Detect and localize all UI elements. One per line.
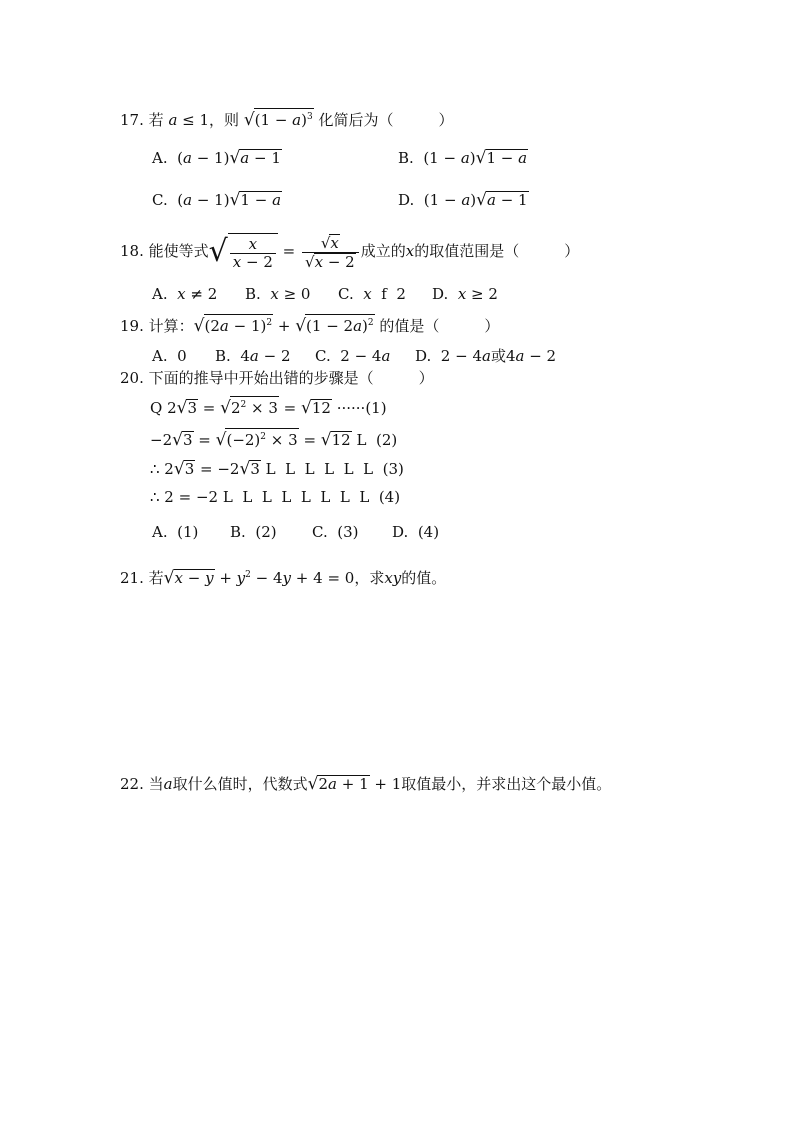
option-letter: D. [415,347,432,365]
option-a[interactable] [152,522,198,542]
option-letter: D. [392,523,409,541]
question-suffix: 成立的 [360,242,406,260]
step-2: $-2√3 = √(-2)^2 \times 3 = √12$ L (2) [150,430,398,450]
option-text: (4) [417,523,440,541]
condition: a [168,111,178,129]
question-22 [120,774,611,794]
option-letter: B. [215,347,231,365]
option-a[interactable]: A. x ≠ 2 [152,285,218,303]
question-suffix: 的值是（ ） [379,317,500,335]
question-suffix-2: 的取值范围是（ ） [414,242,580,260]
option-c[interactable]: C. x f 2 [338,285,406,303]
question-mid: 取什么值时，代数式 [172,775,308,793]
variable: x [405,242,415,260]
option-letter: A. [152,285,168,303]
radical-expression: $√(1 - a)^3$ [243,110,313,130]
equation: √ $\frac{x}{x - 2}$ = $\frac{√x}{√x - 2}$ [209,242,361,260]
option-a[interactable]: A. (a − 1)√a − 1 [152,148,281,168]
option-text: (1) [177,523,199,541]
variable: xy [384,569,402,587]
option-c[interactable]: C. 2 − 4a [315,347,391,365]
option-letter: C. [152,191,168,209]
option-text: (2) [255,523,277,541]
question-19 [120,314,499,336]
option-text: (3) [337,523,359,541]
question-number: 20. [120,369,144,387]
option-d[interactable]: D. (1 − a)√a − 1 [398,190,528,210]
option-letter: D. [432,285,449,303]
option-c[interactable]: C. (a − 1)√1 − a [152,190,282,210]
option-letter: D. [398,191,415,209]
option-a[interactable]: A. 0 [152,347,187,365]
expression: √2a + 1 + 1 [307,774,402,794]
question-prefix: 若 [148,111,164,129]
question-number: 22. [120,775,144,793]
question-suffix: 取值最小，并求出这个最小值。 [401,775,612,793]
equation: $√x - y + y^2 - 4y + 4 = 0$ [163,568,355,588]
question-prefix: 能使等式 [148,242,209,260]
option-d[interactable]: D. x ≥ 2 [432,285,498,303]
option-letter: C. [315,347,331,365]
option-d[interactable] [392,522,439,542]
question-prefix: 当 [148,775,164,793]
option-letter: A. [152,523,168,541]
step-3: ∴ 2√3 = −2√3 L L L L L L (3) [150,459,404,479]
question-18 [120,232,579,272]
step-1: Q $2√3 = √2^2 \times 3 = √12 \cdot\cdot\cdot\cdot\cdot\cdot(1)$ [150,398,387,418]
question-number: 18. [120,242,144,260]
variable: a [163,775,173,793]
question-number: 21. [120,569,144,587]
question-suffix: 化简后为（ ） [318,111,454,129]
question-stem: 下面的推导中开始出错的步骤是（ ） [148,369,434,387]
question-suffix-2: 的值。 [401,569,447,587]
radical-expression: $√(2a - 1)^2 + √(1 - 2a)^2$ [193,316,374,336]
question-17: 17. 若 a ≤ 1，则 $√(1 - a)^3$ 化简后为（ ） [120,110,454,130]
question-number: 19. [120,317,144,335]
option-letter: C. [338,285,354,303]
option-letter: B. [245,285,261,303]
question-20 [120,368,434,388]
option-letter: A. [152,149,168,167]
option-letter: B. [398,149,414,167]
option-letter: C. [312,523,328,541]
question-prefix: 若 [148,569,164,587]
option-b[interactable]: B. 4a − 2 [215,347,291,365]
option-d[interactable]: D. 2 − 4a或4a − 2 [415,347,557,365]
question-suffix: ，求 [354,569,385,587]
step-4: ∴ 2 = −2 L L L L L L L L (4) [150,488,401,506]
question-prefix: 计算： [148,317,194,335]
option-b[interactable]: B. (1 − a)√1 − a [398,148,528,168]
option-letter: B. [230,523,246,541]
option-b[interactable]: B. x ≥ 0 [245,285,311,303]
question-21 [120,565,446,588]
option-b[interactable] [230,522,277,542]
option-c[interactable] [312,522,359,542]
question-number: 17. [120,111,144,129]
option-letter: A. [152,347,168,365]
